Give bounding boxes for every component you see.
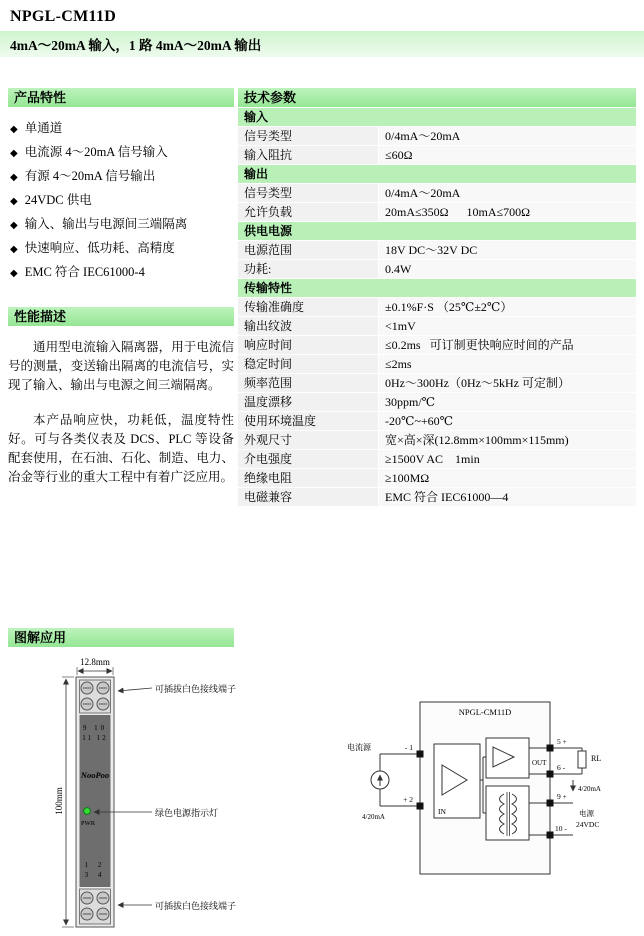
terminal-6-label: 6 - xyxy=(557,763,566,772)
isolation-block xyxy=(486,786,529,840)
feature-text: EMC 符合 IEC61000-4 xyxy=(24,265,145,279)
table-row xyxy=(238,412,636,431)
table-row xyxy=(238,184,636,203)
page-subtitle: 4mA～20mA 输入，1 路 4mA～20mA 输出 xyxy=(10,38,262,53)
terminal-numbers-top-2: 11 12 xyxy=(82,734,108,742)
table-row xyxy=(238,355,636,374)
features-header: 产品特性 xyxy=(8,88,234,107)
diamond-bullet-icon: ◆ xyxy=(10,244,18,255)
spec-label: 介电强度 xyxy=(238,450,379,469)
spec-value: ≥100MΩ xyxy=(379,469,637,488)
led-label: PWR xyxy=(80,820,96,827)
spec-label: 输入阻抗 xyxy=(238,146,379,165)
in-label: IN xyxy=(438,807,446,816)
annotation-bottom-terminal: 可插拔白色接线端子 xyxy=(155,901,237,911)
spec-label: 响应时间 xyxy=(238,336,379,355)
table-row xyxy=(238,469,636,488)
terminal-2-label: + 2 xyxy=(403,795,413,804)
specs-section-label: 输入 xyxy=(238,108,636,127)
spec-label: 稳定时间 xyxy=(238,355,379,374)
spec-value: 0.4W xyxy=(379,260,637,279)
power-label: 电源 xyxy=(579,809,594,818)
specs-section-row xyxy=(238,108,636,127)
terminal-10-square xyxy=(547,832,554,839)
load-resistor xyxy=(578,751,586,768)
diamond-bullet-icon: ◆ xyxy=(10,268,18,279)
table-row xyxy=(238,374,636,393)
table-row xyxy=(238,431,636,450)
specs-section-row xyxy=(238,222,636,241)
terminal-5-square xyxy=(547,745,554,752)
feature-text: 电流源 4～20mA 信号输入 xyxy=(24,145,168,159)
feature-text: 有源 4～20mA 信号输出 xyxy=(24,169,156,183)
table-row xyxy=(238,488,636,507)
module-height-label: 100mm xyxy=(54,787,64,815)
spec-label: 外观尺寸 xyxy=(238,431,379,450)
spec-value: 0/4mA～20mA xyxy=(379,184,637,203)
feature-item xyxy=(10,261,234,285)
spec-label: 频率范围 xyxy=(238,374,379,393)
terminal-1-square xyxy=(417,751,424,758)
spec-value: ±0.1%F·S （25℃±2℃） xyxy=(379,298,637,317)
specs-section-label: 输出 xyxy=(238,165,636,184)
annotation-power-led: 绿色电源指示灯 xyxy=(155,808,219,818)
terminal-10-label: 10 - xyxy=(555,824,567,833)
spec-value: 宽×高×深(12.8mm×100mm×115mm) xyxy=(379,431,637,450)
terminal-9-label: 9 + xyxy=(557,792,567,801)
feature-text: 单通道 xyxy=(24,121,63,135)
performance-header: 性能描述 xyxy=(8,307,234,326)
feature-text: 输入、输出与电源间三端隔离 xyxy=(24,217,188,231)
feature-item xyxy=(10,237,234,261)
diamond-bullet-icon: ◆ xyxy=(10,172,18,183)
spec-label: 电源范围 xyxy=(238,241,379,260)
schematic-title: NPGL-CM11D xyxy=(458,707,512,717)
terminal-1-label: - 1 xyxy=(404,743,413,752)
brand-logo: NooPoo xyxy=(80,770,110,780)
specs-section-label: 传输特性 xyxy=(238,279,636,298)
spec-value: 18V DC～32V DC xyxy=(379,241,637,260)
table-row xyxy=(238,298,636,317)
spec-label: 温度漂移 xyxy=(238,393,379,412)
spec-label: 允许负载 xyxy=(238,203,379,222)
page-title: NPGL-CM11D xyxy=(10,8,117,25)
table-row xyxy=(238,127,636,146)
spec-label: 信号类型 xyxy=(238,184,379,203)
diamond-bullet-icon: ◆ xyxy=(10,124,18,135)
spec-label: 电磁兼容 xyxy=(238,488,379,507)
performance-paragraph-1: 通用型电流输入隔离器，用于电流信号的测量，变送输出隔离的电流信号，实现了输入、输出与电源之间三端隔离。 xyxy=(8,340,234,392)
spec-value: ≥1500V AC 1min xyxy=(379,450,637,469)
diagram-header: 图解应用 xyxy=(8,628,234,647)
features-list xyxy=(8,117,234,285)
spec-label: 功耗: xyxy=(238,260,379,279)
spec-value: ≤60Ω xyxy=(379,146,637,165)
feature-text: 24VDC 供电 xyxy=(24,193,92,207)
diamond-bullet-icon: ◆ xyxy=(10,148,18,159)
spec-value: ≤2ms xyxy=(379,355,637,374)
terminal-2-square xyxy=(417,803,424,810)
power-value: 24VDC xyxy=(576,820,600,829)
left-column xyxy=(8,88,234,487)
table-row xyxy=(238,317,636,336)
specs-section-label: 供电电源 xyxy=(238,222,636,241)
diamond-bullet-icon: ◆ xyxy=(10,220,18,231)
table-row xyxy=(238,241,636,260)
table-row xyxy=(238,260,636,279)
spec-value: 0/4mA～20mA xyxy=(379,127,637,146)
table-row xyxy=(238,203,636,222)
diagram-section xyxy=(8,628,234,647)
spec-value: <1mV xyxy=(379,317,637,336)
spec-value: EMC 符合 IEC61000—4 xyxy=(379,488,637,507)
feature-item xyxy=(10,165,234,189)
spec-label: 信号类型 xyxy=(238,127,379,146)
feature-item xyxy=(10,117,234,141)
spec-value: ≤0.2ms 可订制更快响应时间的产品 xyxy=(379,336,637,355)
table-row xyxy=(238,336,636,355)
terminal-numbers-bottom-1: 1 2 xyxy=(84,861,106,869)
diamond-bullet-icon: ◆ xyxy=(10,196,18,207)
table-row xyxy=(238,450,636,469)
specs-table xyxy=(238,108,636,507)
feature-item xyxy=(10,213,234,237)
power-led-icon xyxy=(84,808,91,815)
spec-label: 绝缘电阻 xyxy=(238,469,379,488)
terminal-numbers-top-1: 9 10 xyxy=(82,724,108,732)
terminal-9-square xyxy=(547,800,554,807)
specs-section-row xyxy=(238,165,636,184)
module-width-label: 12.8mm xyxy=(80,657,110,667)
specs-section-row xyxy=(238,279,636,298)
feature-item xyxy=(10,141,234,165)
spec-value: 30ppm/℃ xyxy=(379,393,637,412)
feature-item xyxy=(10,189,234,213)
spec-value: -20℃~+60℃ xyxy=(379,412,637,431)
terminal-6-square xyxy=(547,771,554,778)
module-dimension-diagram xyxy=(36,655,286,935)
output-range-label: 4/20mA xyxy=(578,785,601,793)
specs-header: 技术参数 xyxy=(238,88,636,107)
annotation-top-terminal: 可插拔白色接线端子 xyxy=(155,684,237,694)
spec-label: 输出纹波 xyxy=(238,317,379,336)
table-row xyxy=(238,393,636,412)
wiring-schematic xyxy=(335,688,643,903)
terminal-numbers-bottom-2: 3 4 xyxy=(84,871,106,879)
performance-paragraph-2: 本产品响应快，功耗低，温度特性好。可与各类仪表及 DCS、PLC 等设备配套使用，在石油、石化、制造、电力、冶金等行业的重大工程中有着广泛应用。 xyxy=(8,413,234,484)
right-column xyxy=(238,88,636,507)
feature-text: 快速响应、低功耗、高精度 xyxy=(24,241,175,255)
spec-value: 0Hz～300Hz（0Hz～5kHz 可定制） xyxy=(379,374,637,393)
table-row xyxy=(238,146,636,165)
out-label: OUT xyxy=(532,759,547,767)
subtitle-band xyxy=(0,31,644,57)
spec-label: 传输准确度 xyxy=(238,298,379,317)
load-resistor-label: RL xyxy=(591,754,602,763)
spec-value: 20mA≤350Ω 10mA≤700Ω xyxy=(379,203,637,222)
current-source-label: 电流源 xyxy=(347,743,371,752)
input-range-label: 4/20mA xyxy=(362,813,385,821)
spec-label: 使用环境温度 xyxy=(238,412,379,431)
terminal-5-label: 5 + xyxy=(557,737,567,746)
